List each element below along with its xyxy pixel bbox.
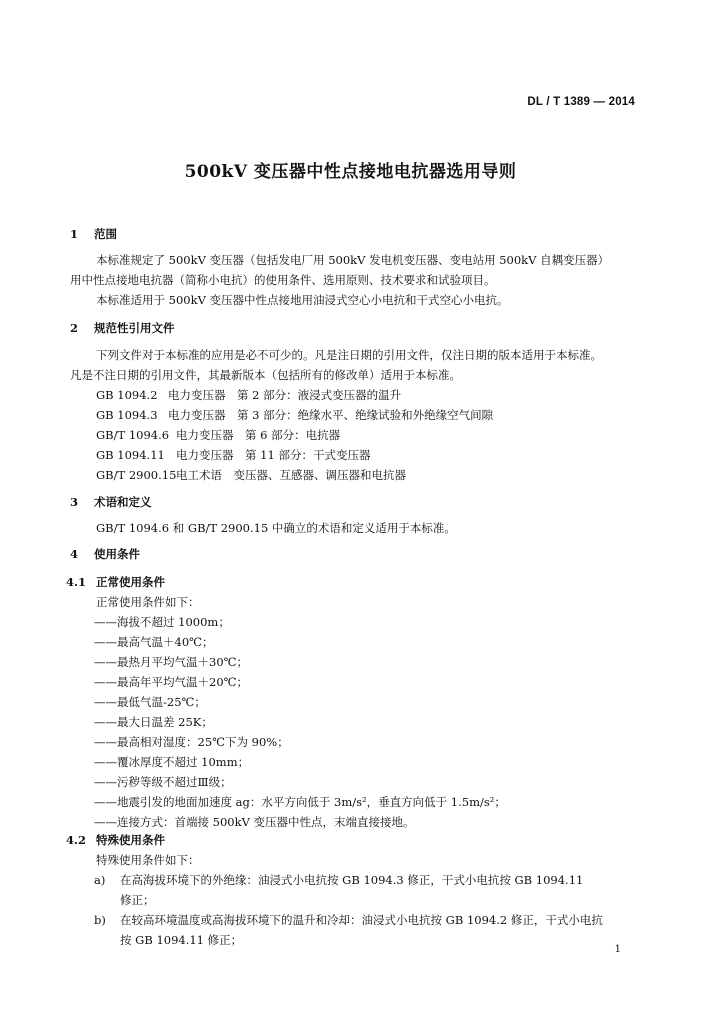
list-text: 在较高环境温度或高海拔环境下的温升和冷却：油浸式小电抗按 GB 1094.2 修正，干式小电抗 — [120, 913, 603, 927]
subsection-4-1-heading — [66, 574, 165, 590]
paragraph: 本标准适用于 500kV 变压器中性点接地用油浸式空心小电抗和干式空心小电抗。 — [96, 293, 509, 307]
reference-code: GB 1094.2 — [96, 388, 158, 402]
section-3-heading — [70, 494, 152, 510]
list-item: ——最热月平均气温＋30℃； — [94, 655, 248, 669]
list-item-continuation: 按 GB 1094.11 修正； — [120, 933, 243, 947]
section-number: 3 — [70, 495, 79, 509]
paragraph: 特殊使用条件如下： — [96, 853, 200, 867]
reference-code: GB 1094.11 — [96, 448, 165, 462]
subsection-number: 4.2 — [66, 833, 87, 847]
list-item: ——海拔不超过 1000m； — [94, 615, 230, 629]
section-title: 范围 — [94, 227, 117, 241]
reference-item — [96, 465, 406, 485]
reference-item — [96, 405, 493, 425]
section-number: 4 — [70, 547, 79, 561]
reference-item — [96, 385, 401, 405]
section-2-heading — [70, 320, 175, 336]
document-title: 500kV 变压器中性点接地电抗器选用导则 — [184, 162, 517, 182]
reference-title: 电力变压器 第 3 部分：绝缘水平、绝缘试验和外绝缘空气间隙 — [168, 408, 494, 422]
list-item: ——连接方式：首端接 500kV 变压器中性点，末端直接接地。 — [94, 815, 415, 829]
subsection-title: 正常使用条件 — [96, 575, 165, 589]
paragraph: GB/T 1094.6 和 GB/T 2900.15 中确立的术语和定义适用于本标准。 — [96, 521, 456, 535]
page-number: 1 — [614, 944, 621, 955]
reference-code: GB/T 1094.6 — [96, 428, 170, 442]
section-title: 使用条件 — [94, 547, 140, 561]
list-item: ——最高相对湿度：25℃下为 90%； — [94, 735, 289, 749]
subsection-title: 特殊使用条件 — [96, 833, 165, 847]
list-marker: b) — [94, 913, 106, 927]
list-item: ——地震引发的地面加速度 ag：水平方向低于 3m/s²，垂直方向低于 1.5m/s²； — [94, 795, 506, 809]
paragraph: 正常使用条件如下： — [96, 595, 200, 609]
reference-item — [96, 425, 340, 445]
section-number: 2 — [70, 321, 79, 335]
list-item: ——最低气温-25℃； — [94, 695, 206, 709]
list-item: ——最大日温差 25K； — [94, 715, 213, 729]
list-item: ——污秽等级不超过Ⅲ级； — [94, 775, 232, 789]
paragraph: 用中性点接地电抗器（简称小电抗）的使用条件、选用原则、技术要求和试验项目。 — [70, 273, 496, 287]
list-marker: a) — [94, 873, 106, 887]
reference-item — [96, 445, 370, 465]
list-item-continuation: 修正； — [120, 893, 155, 907]
reference-title: 电力变压器 第 11 部分：干式变压器 — [176, 448, 371, 462]
section-title: 规范性引用文件 — [94, 321, 175, 335]
section-number: 1 — [70, 227, 79, 241]
list-item: ——覆冰厚度不超过 10mm； — [94, 755, 250, 769]
subsection-number: 4.1 — [66, 575, 87, 589]
document-number: DL / T 1389 — 2014 — [527, 96, 635, 108]
reference-code: GB/T 2900.15 — [96, 468, 177, 482]
section-4-heading — [70, 546, 140, 562]
list-item: ——最高年平均气温＋20℃； — [94, 675, 248, 689]
reference-title: 电力变压器 第 6 部分：电抗器 — [176, 428, 341, 442]
reference-title: 电工术语 变压器、互感器、调压器和电抗器 — [176, 468, 406, 482]
paragraph: 本标准规定了 500kV 变压器（包括发电厂用 500kV 发电机变压器、变电站用 500kV 自耦变压器） — [96, 253, 610, 267]
list-item — [94, 910, 603, 930]
paragraph: 下列文件对于本标准的应用是必不可少的。凡是注日期的引用文件，仅注日期的版本适用于本标准。 — [96, 348, 602, 362]
reference-code: GB 1094.3 — [96, 408, 158, 422]
list-text: 在高海拔环境下的外绝缘：油浸式小电抗按 GB 1094.3 修正，干式小电抗按 GB 1094.11 — [120, 873, 584, 887]
section-1-heading — [70, 226, 117, 242]
reference-title: 电力变压器 第 2 部分：液浸式变压器的温升 — [168, 388, 402, 402]
section-title: 术语和定义 — [94, 495, 152, 509]
paragraph: 凡是不注日期的引用文件，其最新版本（包括所有的修改单）适用于本标准。 — [70, 368, 461, 382]
list-item — [94, 870, 583, 890]
list-item: ——最高气温＋40℃； — [94, 635, 214, 649]
subsection-4-2-heading — [66, 832, 165, 848]
